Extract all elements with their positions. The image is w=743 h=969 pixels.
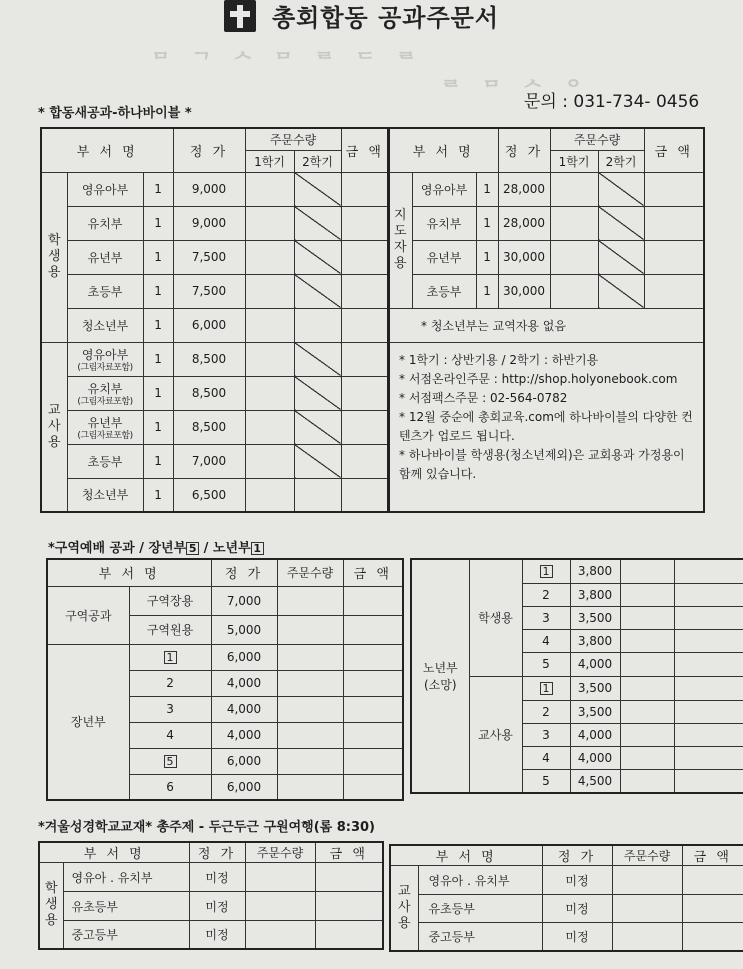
- qty-cell[interactable]: [277, 670, 343, 696]
- book-price: 미정: [542, 923, 612, 951]
- book-price: 3,500: [570, 700, 620, 723]
- guide-group-label: 지 도 자 용: [388, 172, 412, 308]
- book-qty: 1: [143, 478, 173, 512]
- amount-cell[interactable]: [674, 583, 743, 606]
- amount-cell[interactable]: [674, 746, 743, 769]
- book-name: 초등부: [67, 444, 143, 478]
- volume-number: 5: [129, 748, 211, 774]
- amount-cell[interactable]: [682, 895, 743, 923]
- amount-cell[interactable]: [341, 240, 389, 274]
- header-price: 정 가: [211, 559, 277, 586]
- senior-teacher-label: 교사용: [469, 676, 522, 793]
- info-notes: [388, 342, 704, 512]
- volume-number: 2: [522, 583, 570, 606]
- note-line: * 서점온라인주문 : http://shop.holyonebook.com: [399, 371, 678, 386]
- amount-cell[interactable]: [341, 444, 389, 478]
- sem1-qty-cell[interactable]: [245, 308, 294, 342]
- sem1-qty-cell[interactable]: [550, 240, 598, 274]
- header-price: 정 가: [173, 128, 245, 172]
- qty-cell[interactable]: [620, 676, 674, 700]
- sem1-qty-cell[interactable]: [245, 410, 294, 444]
- amount-cell[interactable]: [674, 769, 743, 793]
- header-book: 부 서 명: [390, 845, 542, 866]
- amount-cell[interactable]: [315, 921, 383, 949]
- qty-cell[interactable]: [277, 722, 343, 748]
- amount-cell[interactable]: [341, 172, 389, 206]
- book-qty: 1: [476, 206, 498, 240]
- sem1-qty-cell[interactable]: [550, 274, 598, 308]
- qty-cell[interactable]: [620, 629, 674, 652]
- book-price: 7,000: [173, 444, 245, 478]
- book-price: 8,500: [173, 376, 245, 410]
- volume-number: 1: [129, 644, 211, 670]
- qty-cell[interactable]: [612, 866, 682, 895]
- page-title: 총회합동 공과주문서: [272, 4, 500, 32]
- book-price: 미정: [189, 863, 245, 892]
- amount-cell[interactable]: [644, 206, 704, 240]
- sem2-disabled-cell: [598, 274, 644, 308]
- amount-cell[interactable]: [341, 342, 389, 376]
- section3-label: *겨울성경학교교재* 총주제 - 두근두근 구원여행(롬 8:30): [38, 820, 375, 835]
- book-price: 7,500: [173, 274, 245, 308]
- sem1-qty-cell[interactable]: [245, 478, 294, 512]
- book-price: 6,000: [211, 644, 277, 670]
- qty-cell[interactable]: [620, 606, 674, 629]
- book-qty: 1: [143, 308, 173, 342]
- book-name: 청소년부: [67, 308, 143, 342]
- book-price: 4,000: [211, 670, 277, 696]
- amount-cell[interactable]: [341, 478, 389, 512]
- header-book: 부 서 명: [41, 128, 173, 172]
- book-qty: 1: [143, 444, 173, 478]
- amount-cell[interactable]: [644, 240, 704, 274]
- book-price: 8,500: [173, 342, 245, 376]
- contact-phone: 문의 : 031-734- 0456: [524, 92, 700, 112]
- sem2-disabled-cell: [294, 172, 341, 206]
- book-name: 유치부 (그림자료포함): [67, 376, 143, 410]
- amount-cell[interactable]: [674, 723, 743, 746]
- qty-cell[interactable]: [277, 774, 343, 800]
- amount-cell[interactable]: [341, 376, 389, 410]
- sem2-disabled-cell: [294, 410, 341, 444]
- qty-cell[interactable]: [612, 923, 682, 951]
- volume-number: 3: [129, 696, 211, 722]
- book-price: 7,000: [211, 586, 277, 615]
- book-name: 영유아부: [67, 172, 143, 206]
- ghost-text: ᄅ ᄆ ᄉ ᄋ: [440, 79, 590, 104]
- student-group-label: 학 생 용: [39, 863, 63, 949]
- book-name: 영유아 . 유치부: [418, 866, 542, 895]
- book-price: 8,500: [173, 410, 245, 444]
- qty-cell[interactable]: [612, 895, 682, 923]
- sem1-qty-cell[interactable]: [550, 206, 598, 240]
- book-price: 6,000: [211, 774, 277, 800]
- book-price: 7,500: [173, 240, 245, 274]
- book-qty: 1: [143, 410, 173, 444]
- book-name: 중고등부: [418, 923, 542, 951]
- volume-number: 3: [522, 606, 570, 629]
- amount-cell[interactable]: [674, 652, 743, 676]
- amount-cell[interactable]: [644, 172, 704, 206]
- book-name: 유치부: [67, 206, 143, 240]
- header-sem1: 1학기: [550, 150, 598, 172]
- sem2-disabled-cell: [598, 172, 644, 206]
- sem2-disabled-cell: [598, 240, 644, 274]
- qty-cell[interactable]: [245, 921, 315, 949]
- volume-number: 4: [522, 746, 570, 769]
- book-price: 6,000: [173, 308, 245, 342]
- book-name: 영유아부 (그림자료포함): [67, 342, 143, 376]
- curriculum-table-left: [40, 127, 390, 513]
- book-price: 미정: [542, 866, 612, 895]
- note-line: * 12월 중순에 총회교육.com에 하나바이블의 다양한 컨텐츠가 업로드 됩니다.: [399, 409, 693, 443]
- winter-student-table: [38, 841, 384, 950]
- guide-note: * 청소년부는 교역자용 없음: [388, 308, 704, 342]
- book-price: 6,000: [211, 748, 277, 774]
- book-price: 4,000: [570, 746, 620, 769]
- book-name: 초등부: [412, 274, 476, 308]
- senior-table: [410, 558, 743, 794]
- qty-cell[interactable]: [620, 746, 674, 769]
- header-amount: 금 액: [644, 128, 704, 172]
- book-name: 중고등부: [63, 921, 189, 949]
- sem2-disabled-cell: [598, 206, 644, 240]
- qty-cell[interactable]: [277, 644, 343, 670]
- book-price: 3,800: [570, 559, 620, 583]
- sem1-qty-cell[interactable]: [245, 206, 294, 240]
- header-price: 정 가: [498, 128, 550, 172]
- book-price: 4,000: [570, 723, 620, 746]
- teacher-group-label: 교 사 용: [41, 342, 67, 512]
- book-name: 영유아부: [412, 172, 476, 206]
- book-price: 30,000: [498, 274, 550, 308]
- header-qty: 주문수량: [245, 842, 315, 863]
- book-price: 4,000: [570, 652, 620, 676]
- book-price: 미정: [542, 895, 612, 923]
- book-name: 구역원용: [129, 615, 211, 644]
- amount-cell[interactable]: [341, 410, 389, 444]
- sem1-qty-cell[interactable]: [245, 342, 294, 376]
- header-order-qty: 주문수량: [550, 128, 644, 150]
- student-group-label: 학 생 용: [41, 172, 67, 342]
- amount-cell[interactable]: [343, 644, 403, 670]
- book-price: 미정: [189, 921, 245, 949]
- district-adult-table: [46, 558, 404, 801]
- volume-number: 3: [522, 723, 570, 746]
- qty-cell[interactable]: [620, 769, 674, 793]
- amount-cell[interactable]: [343, 670, 403, 696]
- book-qty: 1: [143, 274, 173, 308]
- header-sem1: 1학기: [245, 150, 294, 172]
- volume-number: 2: [522, 700, 570, 723]
- qty-cell[interactable]: [245, 863, 315, 892]
- book-qty: 1: [476, 240, 498, 274]
- volume-number: 1: [522, 676, 570, 700]
- teacher-group-label: 교 사 용: [390, 866, 418, 951]
- header-order-qty: 주문수량: [245, 128, 341, 150]
- book-name: 구역장용: [129, 586, 211, 615]
- note-line: * 서점팩스주문 : 02-564-0782: [399, 390, 568, 405]
- header-sem2: 2학기: [294, 150, 341, 172]
- sem2-qty-cell[interactable]: [294, 308, 341, 342]
- amount-cell[interactable]: [674, 606, 743, 629]
- header-book: 부 서 명: [47, 559, 211, 586]
- sem1-qty-cell[interactable]: [245, 444, 294, 478]
- book-price: 3,800: [570, 629, 620, 652]
- sem1-qty-cell[interactable]: [245, 376, 294, 410]
- header-book: 부 서 명: [39, 842, 189, 863]
- book-price: 9,000: [173, 172, 245, 206]
- amount-cell[interactable]: [343, 696, 403, 722]
- book-qty: 1: [143, 206, 173, 240]
- amount-cell[interactable]: [341, 206, 389, 240]
- volume-number: 4: [522, 629, 570, 652]
- qty-cell[interactable]: [277, 748, 343, 774]
- header-book: 부 서 명: [388, 128, 498, 172]
- section2-label: *구역예배 공과 / 장년부 5 / 노년부 1: [48, 537, 264, 556]
- qty-cell[interactable]: [620, 652, 674, 676]
- winter-teacher-table: [389, 844, 743, 952]
- qty-cell[interactable]: [245, 892, 315, 921]
- header-amount: 금 액: [682, 845, 743, 866]
- book-name: 영유아 . 유치부: [63, 863, 189, 892]
- ghost-text: ᄆ ᄀ ᄉ ᄆ ᄅ ᄃ ᄅ: [150, 51, 423, 76]
- book-price: 28,000: [498, 206, 550, 240]
- amount-cell[interactable]: [674, 700, 743, 723]
- sem2-qty-cell[interactable]: [294, 478, 341, 512]
- senior-group-label: 노년부 (소망): [411, 559, 469, 793]
- amount-cell[interactable]: [343, 748, 403, 774]
- book-price: 4,000: [211, 696, 277, 722]
- note-line: * 1학기 : 상반기용 / 2학기 : 하반기용: [399, 352, 599, 367]
- curriculum-table-right: [387, 127, 705, 513]
- volume-number: 1: [522, 559, 570, 583]
- book-qty: 1: [476, 274, 498, 308]
- book-price: 5,000: [211, 615, 277, 644]
- book-name: 유치부: [412, 206, 476, 240]
- book-name: 초등부: [67, 274, 143, 308]
- book-price: 4,000: [211, 722, 277, 748]
- book-qty: 1: [143, 240, 173, 274]
- book-price: 28,000: [498, 172, 550, 206]
- sem1-qty-cell[interactable]: [245, 240, 294, 274]
- note-line: * 하나바이블 학생용(청소년제외)은 교회용과 가정용이 함께 있습니다.: [399, 447, 685, 481]
- volume-number: 4: [129, 722, 211, 748]
- header-sem2: 2학기: [598, 150, 644, 172]
- amount-cell[interactable]: [343, 586, 403, 615]
- book-price: 4,500: [570, 769, 620, 793]
- amount-cell[interactable]: [644, 274, 704, 308]
- amount-cell[interactable]: [315, 892, 383, 921]
- book-qty: 1: [476, 172, 498, 206]
- book-price: 3,800: [570, 583, 620, 606]
- sem2-disabled-cell: [294, 444, 341, 478]
- amount-cell[interactable]: [341, 274, 389, 308]
- book-price: 미정: [189, 892, 245, 921]
- amount-cell[interactable]: [682, 866, 743, 895]
- book-price: 3,500: [570, 606, 620, 629]
- qty-cell[interactable]: [277, 615, 343, 644]
- book-qty: 1: [143, 172, 173, 206]
- qty-cell[interactable]: [277, 586, 343, 615]
- header-qty: 주문수량: [277, 559, 343, 586]
- header-amount: 금 액: [315, 842, 383, 863]
- amount-cell[interactable]: [674, 676, 743, 700]
- book-price: 9,000: [173, 206, 245, 240]
- sem2-disabled-cell: [294, 376, 341, 410]
- header-price: 정 가: [542, 845, 612, 866]
- amount-cell[interactable]: [343, 722, 403, 748]
- header-qty: 주문수량: [612, 845, 682, 866]
- sem1-qty-cell[interactable]: [550, 172, 598, 206]
- sem2-disabled-cell: [294, 342, 341, 376]
- amount-cell[interactable]: [341, 308, 389, 342]
- amount-cell[interactable]: [343, 615, 403, 644]
- qty-cell[interactable]: [620, 559, 674, 583]
- volume-number: 5: [522, 769, 570, 793]
- qty-cell[interactable]: [620, 723, 674, 746]
- section1-label: * 합동새공과-하나바이블 *: [38, 106, 192, 121]
- volume-number: 5: [522, 652, 570, 676]
- sem2-disabled-cell: [294, 274, 341, 308]
- header-amount: 금 액: [343, 559, 403, 586]
- book-qty: 1: [143, 342, 173, 376]
- book-price: 30,000: [498, 240, 550, 274]
- book-qty: 1: [143, 376, 173, 410]
- sem1-qty-cell[interactable]: [245, 274, 294, 308]
- adult-group-label: 장년부: [47, 644, 129, 800]
- book-name: 유초등부: [418, 895, 542, 923]
- book-name: 유년부 (그림자료포함): [67, 410, 143, 444]
- qty-cell[interactable]: [620, 583, 674, 606]
- amount-cell[interactable]: [674, 559, 743, 583]
- book-price: 3,500: [570, 676, 620, 700]
- header-amount: 금 액: [341, 128, 389, 172]
- book-name: 유년부: [67, 240, 143, 274]
- sem1-qty-cell[interactable]: [245, 172, 294, 206]
- amount-cell[interactable]: [682, 923, 743, 951]
- book-name: 유초등부: [63, 892, 189, 921]
- book-name: 청소년부: [67, 478, 143, 512]
- amount-cell[interactable]: [343, 774, 403, 800]
- header-price: 정 가: [189, 842, 245, 863]
- cross-icon: [224, 0, 256, 32]
- book-name: 유년부: [412, 240, 476, 274]
- amount-cell[interactable]: [315, 863, 383, 892]
- amount-cell[interactable]: [674, 629, 743, 652]
- qty-cell[interactable]: [620, 700, 674, 723]
- sem2-disabled-cell: [294, 206, 341, 240]
- book-price: 6,500: [173, 478, 245, 512]
- district-group-label: 구역공과: [47, 586, 129, 644]
- volume-number: 2: [129, 670, 211, 696]
- sem2-disabled-cell: [294, 240, 341, 274]
- senior-student-label: 학생용: [469, 559, 522, 676]
- qty-cell[interactable]: [277, 696, 343, 722]
- volume-number: 6: [129, 774, 211, 800]
